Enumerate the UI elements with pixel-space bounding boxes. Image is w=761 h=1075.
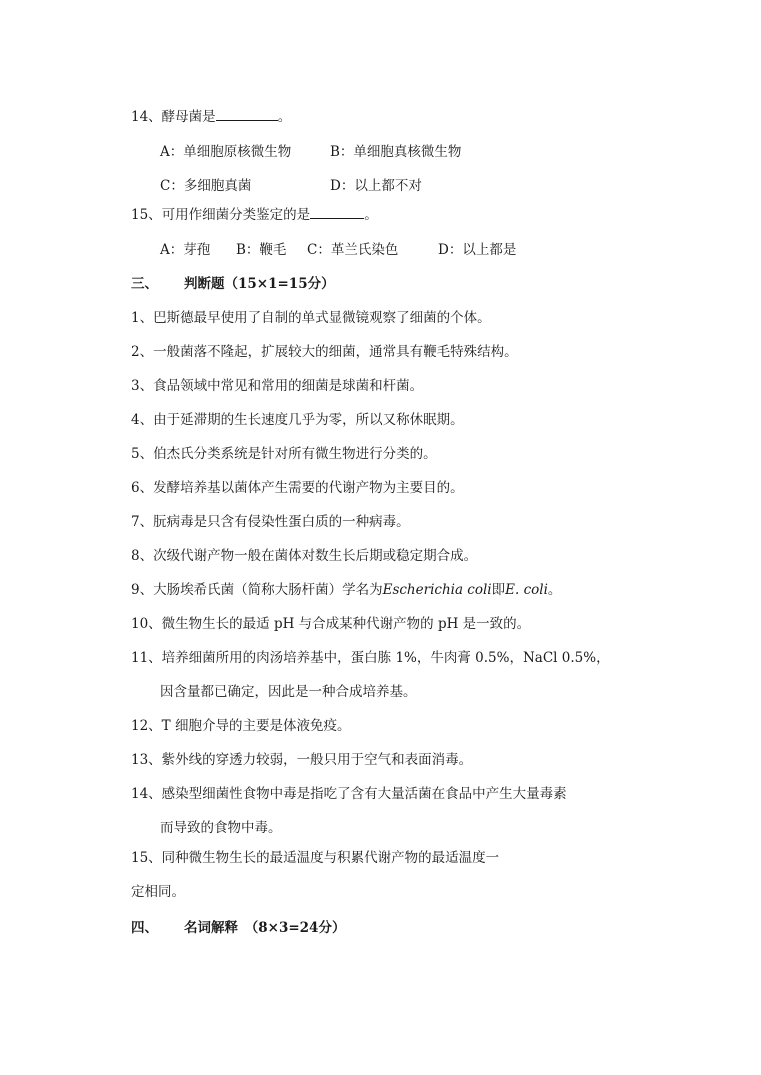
option-b: B：单细胞真核微生物 — [330, 144, 462, 160]
tf-item-9: 9、大肠埃希氏菌（简称大肠杆菌）学名为Escherichia coli即E. coli。 — [131, 582, 562, 598]
answer-blank — [310, 204, 364, 219]
tf-item-11: 11、培养细菌所用的肉汤培养基中，蛋白胨 1%，牛肉膏 0.5%，NaCl 0.5%， — [131, 650, 610, 666]
scientific-abbrev: E. coli — [505, 582, 548, 598]
question-15-text: 15、可用作细菌分类鉴定的是 — [131, 207, 311, 223]
tf-item-14-continued: 而导致的食物中毒。 — [160, 820, 282, 836]
tf-item: 6、发酵培养基以菌体产生需要的代谢产物为主要目的。 — [131, 480, 464, 496]
section-3-number: 三、 — [131, 276, 158, 292]
tf-item-11-continued: 因含量都已确定，因此是一种合成培养基。 — [160, 684, 417, 700]
tf-item-13: 13、紫外线的穿透力较弱，一般只用于空气和表面消毒。 — [131, 752, 473, 768]
tf-item: 7、朊病毒是只含有侵染性蛋白质的一种病毒。 — [131, 514, 410, 530]
tf-item-14: 14、感染型细菌性食物中毒是指吃了含有大量活菌在食品中产生大量毒素 — [131, 786, 567, 802]
option-d: D：以上都是 — [438, 242, 517, 258]
option-a: A：单细胞原核微生物 — [160, 144, 292, 160]
section-4-title: 名词解释 （8×3=24分） — [184, 920, 346, 936]
option-a: A：芽孢 — [160, 242, 211, 258]
section-4-number: 四、 — [131, 920, 158, 936]
tf-item-12: 12、T 细胞介导的主要是体液免疫。 — [131, 718, 351, 734]
option-c: C：革兰氏染色 — [307, 242, 399, 258]
question-14: 14、酵母菌是 。 — [131, 106, 291, 127]
tf-item: 3、食品领域中常见和常用的细菌是球菌和杆菌。 — [131, 378, 424, 394]
tf-item-15-continued: 定相同。 — [131, 884, 185, 900]
tf-item-10: 10、微生物生长的最适 pH 与合成某种代谢产物的 pH 是一致的。 — [131, 616, 531, 632]
tf-item-15: 15、同种微生物生长的最适温度与积累代谢产物的最适温度一 — [131, 850, 500, 866]
option-b: B：鞭毛 — [236, 242, 287, 258]
section-3-title: 判断题（15×1=15分） — [184, 276, 335, 292]
tf-item: 2、一般菌落不隆起，扩展较大的细菌，通常具有鞭毛特殊结构。 — [131, 344, 518, 360]
question-14-text: 14、酵母菌是 — [131, 109, 216, 125]
tf-item: 1、巴斯德最早使用了自制的单式显微镜观察了细菌的个体。 — [131, 310, 491, 326]
answer-blank — [216, 106, 278, 121]
option-c: C：多细胞真菌 — [160, 178, 252, 194]
option-d: D：以上都不对 — [330, 178, 422, 194]
tf-item: 4、由于延滞期的生长速度几乎为零，所以又称休眠期。 — [131, 412, 464, 428]
tf-item: 5、伯杰氏分类系统是针对所有微生物进行分类的。 — [131, 446, 437, 462]
question-15: 15、可用作细菌分类鉴定的是 。 — [131, 204, 378, 225]
tf-item: 8、次级代谢产物一般在菌体对数生长后期或稳定期合成。 — [131, 548, 478, 564]
scientific-name: Escherichia coli — [382, 582, 492, 598]
